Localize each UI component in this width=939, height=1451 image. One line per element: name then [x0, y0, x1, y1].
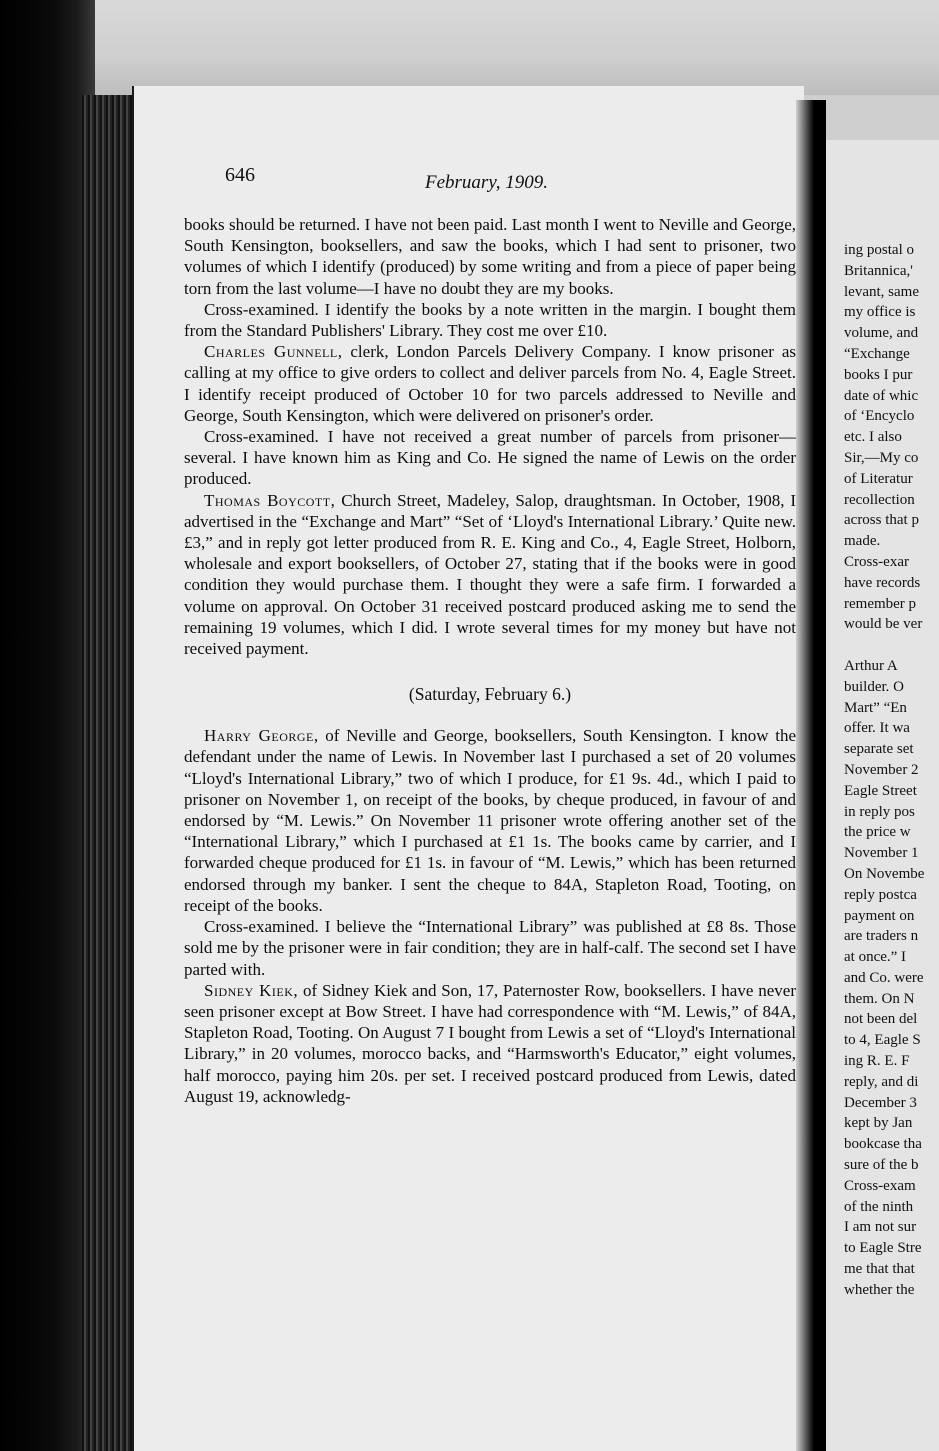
right-page-line: “Exchange [844, 345, 910, 362]
right-page-line: recollection [844, 491, 915, 508]
right-page-line: sure of the b [844, 1157, 919, 1174]
right-page-line [826, 635, 924, 656]
right-page-line: are traders n [844, 928, 919, 945]
scan-left-edge [0, 0, 95, 1451]
right-page-line: separate set [844, 741, 914, 758]
right-page-line: Sir,—My co [844, 449, 919, 466]
right-page-line: date of whic [844, 387, 919, 404]
right-page-line: to 4, Eagle S [844, 1032, 921, 1049]
right-page-line: at once.” I [844, 949, 907, 966]
right-page-line: reply, and di [844, 1073, 919, 1090]
running-head [225, 164, 645, 196]
witness-paragraph [184, 490, 796, 660]
right-page-line: I am not sur [844, 1219, 917, 1236]
right-page-line: etc. I also [844, 429, 902, 446]
right-page-line: Cross-exar [844, 553, 909, 570]
witness-text: Church Street, Madeley, Salop, draughtsman. In October, 1908, I advertised in the “Exchange and Mart” “Set of ‘Lloyd's International Library.’ Quite new. £3,” and in reply got letter produced from R. E. King and Co., 4, Eagle Street, Holborn, wholesale and export booksellers, of October 27, stating that if the books were in good condition they would purchase them. I thought they were a safe firm. I forwarded a volume on approval. On October 31 received postcard produced asking me to send the remaining 19 volumes, which I did. I wrote several times for my money but have not received payment. [184, 490, 797, 659]
right-page-line: ing R. E. F [844, 1053, 910, 1070]
page-number: 646 [225, 164, 255, 186]
right-page-line: offer. It wa [844, 720, 910, 737]
page-edges [82, 95, 132, 1451]
right-page-line: November 1 [844, 845, 919, 862]
right-page-line: books I pur [844, 366, 913, 383]
right-page-line: kept by Jan [844, 1115, 913, 1132]
right-page-line: payment on [844, 907, 915, 924]
right-page-line: of ‘Encyclo [844, 408, 915, 425]
right-page-line: not been del [844, 1011, 918, 1028]
right-page-line: Arthur A [844, 657, 898, 674]
running-date: February, 1909. [425, 172, 548, 193]
witness-name: Harry George, [204, 726, 319, 746]
paragraph: Cross-examined. I believe the “International Library” was published at £8 8s. Those sold me by the prisoner were in fair condition; they are in half-calf. The second set I have parted with. [184, 917, 796, 979]
witness-name: Charles Gunnell, [204, 342, 343, 362]
witness-text: of Sidney Kiek and Son, 17, Paternoster Row, booksellers. I have never seen prisoner except at Bow Street. I have had correspondence with “M. Lewis,” of 84A, Stapleton Road, Tooting. On August 7 I bought from Lewis a set of “Lloyd's International Library,” in 20 volumes, morocco backs, and “Harmsworth's Educator,” eight volumes, half morocco, paying him 20s. per set. I received postcard produced from Lewis, dated August 19, acknowledg- [184, 980, 796, 1106]
book-gutter [796, 100, 826, 1451]
right-page-line: would be ver [844, 616, 923, 633]
right-page-column [826, 240, 924, 1301]
witness-paragraph [184, 980, 796, 1107]
paragraph: Cross-examined. I have not received a great number of parcels from prisoner—several. I have known him as King and Co. He signed the name of Lewis on the order produced. [184, 427, 796, 489]
right-page-line: whether the [844, 1281, 915, 1298]
right-page-line: Eagle Street [844, 782, 917, 799]
right-page-line: the price w [844, 824, 911, 841]
right-page-line: to Eagle Stre [844, 1240, 922, 1257]
right-page-line: in reply pos [844, 803, 915, 820]
right-page-line: Cross-exam [844, 1177, 916, 1194]
right-page-line: volume, and [844, 325, 919, 342]
paragraph: Cross-examined. I identify the books by a note written in the margin. I bought them from the Standard Publishers' Library. They cost me over £10. [184, 299, 796, 341]
right-page-line: builder. O [844, 678, 904, 695]
right-page-line: reply postca [844, 886, 917, 903]
right-page-line: of the ninth [844, 1198, 914, 1215]
right-page-line: November 2 [844, 761, 919, 778]
right-page-line: me that that [844, 1261, 915, 1278]
witness-paragraph [184, 725, 796, 916]
right-page-line: of Literatur [844, 470, 913, 487]
right-page-line: Mart” “En [844, 699, 907, 716]
right-page-line: across that p [844, 512, 919, 529]
right-page-line: made. [844, 533, 881, 550]
body-text [184, 214, 796, 1107]
scan-background-top [0, 0, 939, 95]
witness-text: clerk, London Parcels Delivery Company. I know prisoner as calling at my office to give orders to collect and deliver parcels from No. 4, Eagle Street. I identify receipt produced of October 10 for two parcels addressed to Neville and George, South Kensington, which were delivered on prisoner's order. [184, 342, 796, 425]
right-page [826, 140, 939, 1451]
right-page-line: and Co. were [844, 969, 924, 986]
right-page-line: Britannica,' [844, 262, 913, 279]
right-page-line: December 3 [844, 1094, 917, 1111]
witness-text: of Neville and George, booksellers, South Kensington. I know the defendant under the name of Lewis. In November last I purchased a set of 20 volumes “Lloyd's International Library,” two of which I produce, for £1 9s. 4d., which I paid to prisoner on November 1, on receipt of the books, by cheque produced, in favour of and endorsed by “M. Lewis.” On November 11 prisoner wrote offering another set of the “International Library,” which I purchased at £1 1s. The books came by carrier, and I forwarded cheque produced for £1 1s. in favour of “M. Lewis,” which has been returned endorsed through my banker. I sent the cheque to 84A, Stapleton Road, Tooting, on receipt of the books. [184, 726, 796, 915]
right-page-line: remember p [844, 595, 917, 612]
paragraph: books should be returned. I have not been paid. Last month I went to Neville and George, South Kensington, booksellers, and saw the books, which I had sent to prisoner, two volumes of which I identify (produced) by some writing and from a piece of paper being torn from the last volume—I have no doubt they are my books. [184, 215, 796, 298]
witness-name: Sidney Kiek, [204, 980, 299, 1000]
right-page-line: ing postal o [844, 242, 914, 258]
witness-paragraph [184, 341, 796, 426]
witness-name: Thomas Boycott, [204, 490, 336, 510]
right-page-line: have records [844, 574, 921, 591]
right-page-line: bookcase tha [844, 1136, 922, 1153]
section-heading: (Saturday, February 6.) [408, 684, 572, 705]
right-page-line: them. On N [844, 990, 915, 1007]
right-page-line: my office is [844, 304, 916, 321]
right-page-line: levant, same [844, 283, 919, 300]
right-page-line: On Novembe [844, 865, 925, 882]
